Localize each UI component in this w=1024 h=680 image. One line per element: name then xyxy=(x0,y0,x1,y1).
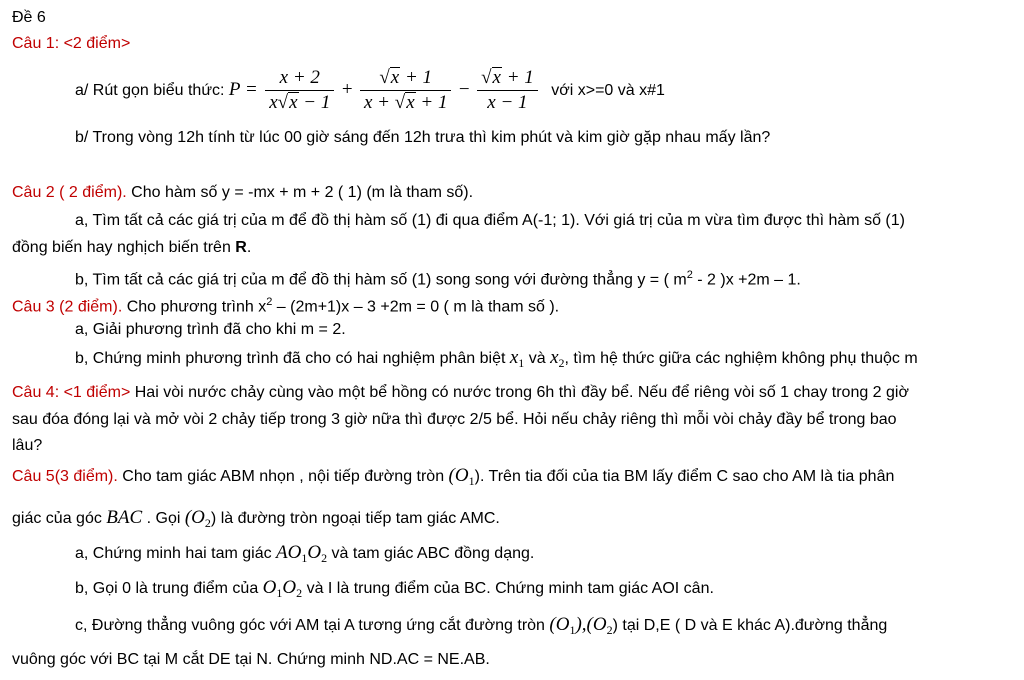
q5-b: b, Gọi 0 là trung điểm của $O_1O_2$ và I là trung điểm của BC. Chứng minh tam giác AOI cân. xyxy=(75,577,714,601)
fraction-2 xyxy=(360,66,451,115)
q3-intro-line: Câu 3 (2 điểm). Cho phương trình $x^2 - (2m+1)x - 3 +2m = 0$ ( m là tham số ). xyxy=(12,296,560,316)
q4-line2: sau đóa đóng lại và mở vòi 2 chảy tiếp trong 3 giờ nữa thì được 2/5 bể. Hỏi nếu chảy riêng thì mỗi vòi chảy đầy bể trong bao xyxy=(12,411,897,428)
fraction-1-denominator: x√x − 1 xyxy=(269,92,331,114)
minus-sign: − xyxy=(458,79,470,100)
q5-a: a, Chứng minh hai tam giác $AO_1O_2$ và tam giác ABC đồng dạng. xyxy=(75,542,535,566)
q1-a-condition: với x>=0 và x#1 xyxy=(551,82,665,99)
q4-heading: Câu 4: <1 điểm> xyxy=(12,384,131,401)
q5-line2: giác của góc BAC . Gọi $(O_2)$ là đường tròn ngoại tiếp tam giác AMC. xyxy=(12,507,500,531)
formula-lhs: P = xyxy=(228,79,258,100)
q2-real-set: R xyxy=(235,239,247,256)
q1-a-prefix: a/ Rút gọn biểu thức: xyxy=(75,82,225,99)
q5-c-line2: vuông góc với BC tại M cắt DE tại N. Chứng minh ND.AC = NE.AB. xyxy=(12,651,490,668)
fraction-1 xyxy=(265,66,334,115)
fraction-2-denominator: x + √x + 1 xyxy=(363,92,448,114)
q2-a-line2: đồng biến hay nghịch biến trên R. xyxy=(12,239,252,256)
q1-a-line xyxy=(75,62,665,119)
fraction-3 xyxy=(477,66,538,115)
q5-heading: Câu 5(3 điểm). xyxy=(12,468,118,485)
q1-b: b/ Trong vòng 12h tính từ lúc 00 giờ sáng đến 12h trưa thì kim phút và kim giờ gặp nhau mấy lần? xyxy=(75,129,771,146)
q2-intro-line xyxy=(12,183,473,203)
q3-b: b, Chứng minh phương trình đã cho có hai nghiệm phân biệt $x_1$ và $x_2$, tìm hệ thức giữa các nghiệm không phụ thuộc m xyxy=(75,347,918,371)
q1-heading: Câu 1: <2 điểm> xyxy=(12,35,131,52)
plus-sign: + xyxy=(341,79,353,100)
fraction-3-numerator: √x + 1 xyxy=(477,66,538,91)
fraction-3-denominator: x − 1 xyxy=(487,92,528,114)
fraction-2-numerator: √x + 1 xyxy=(360,66,451,91)
q3-a: a, Giải phương trình đã cho khi m = 2. xyxy=(75,321,346,338)
q3-heading: Câu 3 (2 điểm). xyxy=(12,298,123,316)
q2-b: b, Tìm tất cả các giá trị của m để đồ thị hàm số (1) song song với đường thẳng y = ( $m^2 - 2$ )x +2m – 1. xyxy=(75,269,801,289)
q5-c: c, Đường thẳng vuông góc với AM tại A tương ứng cắt đường tròn $(O_1),(O_2)$ tại D,E ( D và E khác A).đường thẳng xyxy=(75,614,888,638)
q5-line1: Câu 5(3 điểm). Cho tam giác ABM nhọn , nội tiếp đường tròn $(O_1)$. Trên tia đối của tia BM lấy điểm C sao cho AM là tia phân xyxy=(12,465,895,489)
q2-intro: Cho hàm số y = -mx + m + 2 ( 1) (m là tham số). xyxy=(126,184,474,201)
q2-a-line1: a, Tìm tất cả các giá trị của m để đồ thị hàm số (1) đi qua điểm A(-1; 1). Với giá trị của m vừa tìm được thì hàm số (1) xyxy=(75,212,905,229)
q4-line3: lâu? xyxy=(12,437,43,454)
q2-heading: Câu 2 ( 2 điểm). xyxy=(12,184,127,201)
exam-title: Đề 6 xyxy=(12,9,46,26)
angle-bac: BAC xyxy=(106,507,143,528)
q4-line1: Câu 4: <1 điểm> Hai vòi nước chảy cùng vào một bể hồng có nước trong 6h thì đầy bể. Nếu để riêng vòi số 1 chay trong 2 giờ xyxy=(12,384,909,401)
fraction-1-numerator: x + 2 xyxy=(265,66,334,91)
